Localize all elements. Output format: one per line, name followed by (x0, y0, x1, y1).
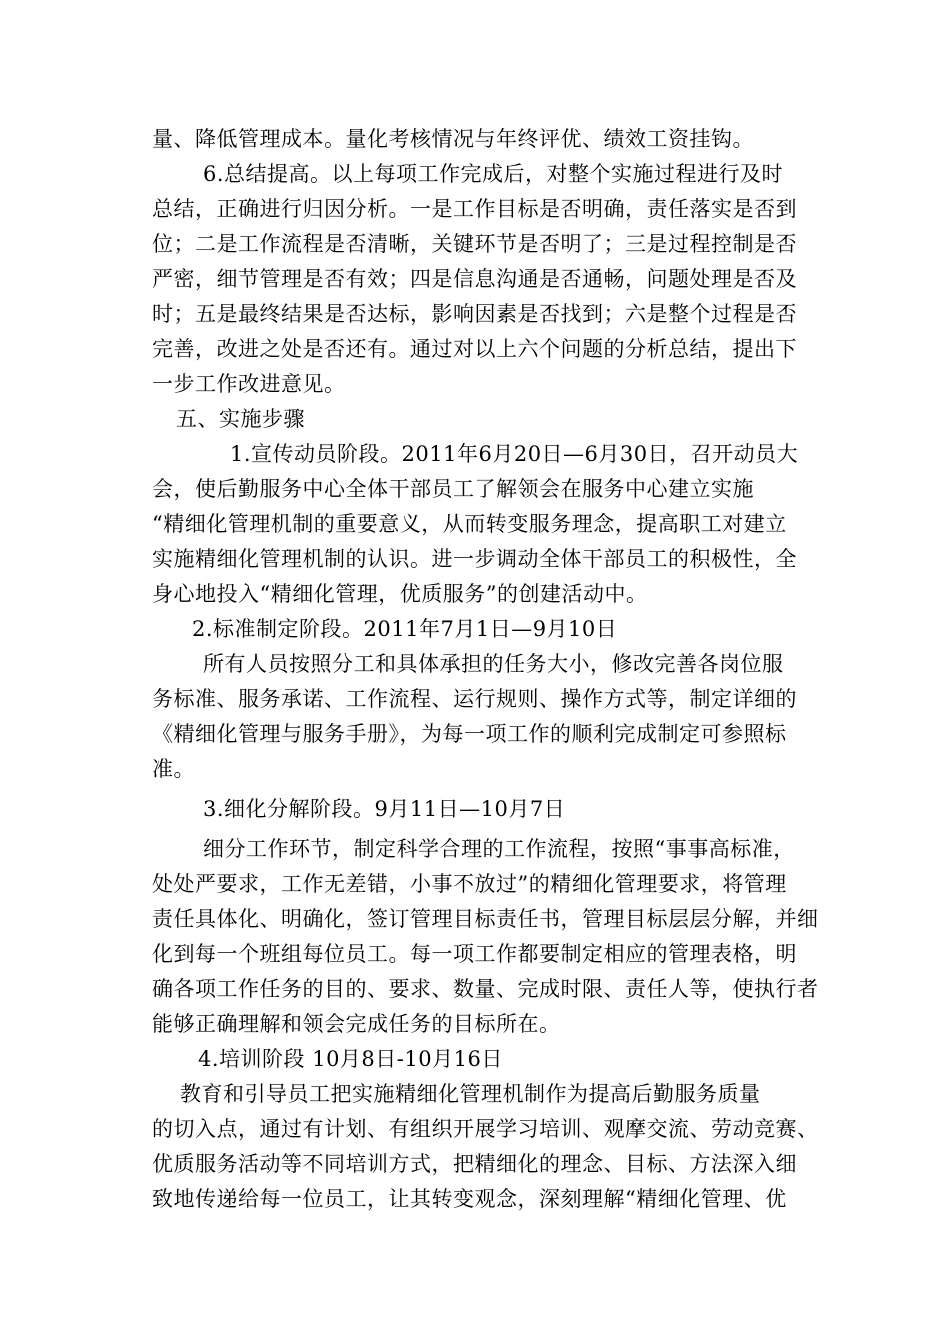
text-line: 严密，细节管理是否有效；四是信息沟通是否通畅，问题处理是否及 (152, 267, 797, 291)
text-line: 时；五是最终结果是否达标，影响因素是否找到；六是整个过程是否 (152, 302, 797, 326)
text-line: 完善，改进之处是否还有。通过对以上六个问题的分析总结，提出下 (152, 337, 797, 361)
text-line: 务标准、服务承诺、工作流程、运行规则、操作方式等，制定详细的 (152, 687, 797, 711)
text-line: “精细化管理机制的重要意义，从而转变服务理念，提高职工对建立 (152, 512, 787, 536)
text-line: 实施精细化管理机制的认识。进一步调动全体干部员工的积极性，全 (152, 547, 797, 571)
text-line: 致地传递给每一位员工，让其转变观念，深刻理解“精细化管理、优 (152, 1187, 787, 1211)
text-line: 《精细化管理与服务手册》，为每一项工作的顺利完成制定可参照标 (152, 722, 787, 746)
text-line: 总结，正确进行归因分析。一是工作目标是否明确，责任落实是否到 (152, 197, 797, 221)
text-line: 教育和引导员工把实施精细化管理机制作为提高后勤服务质量 (180, 1082, 761, 1106)
subsection-heading: 2.标准制定阶段。2011年7月1日—9月10日 (192, 617, 618, 641)
subsection-heading: 3.细化分解阶段。9月11日—10月7日 (203, 797, 566, 821)
text-line: 会，使后勤服务中心全体干部员工了解领会在服务中心建立实施 (152, 477, 754, 501)
text-line: 一步工作改进意见。 (152, 372, 346, 396)
text-line: 细分工作环节，制定科学合理的工作流程，按照“事事高标准， (203, 837, 795, 861)
text-line: 优质服务活动等不同培训方式，把精细化的理念、目标、方法深入细 (152, 1152, 797, 1176)
text-line: 确各项工作任务的目的、要求、数量、完成时限、责任人等，使执行者 (152, 977, 819, 1001)
section-heading: 五、实施步骤 (176, 407, 305, 431)
text-line: 的切入点，通过有计划、有组织开展学习培训、观摩交流、劳动竞赛、 (152, 1117, 819, 1141)
text-line: 准。 (152, 757, 195, 781)
text-line: 处处严要求，工作无差错，小事不放过”的精细化管理要求，将管理 (152, 872, 787, 896)
text-line: 6.总结提高。以上每项工作完成后，对整个实施过程进行及时 (203, 162, 784, 186)
subsection-heading: 4.培训阶段 10月8日-10月16日 (198, 1047, 503, 1071)
text-line: 化到每一个班组每位员工。每一项工作都要制定相应的管理表格，明 (152, 942, 797, 966)
text-line: 1.宣传动员阶段。2011年6月20日—6月30日，召开动员大 (230, 442, 799, 466)
text-line: 位；二是工作流程是否清晰，关键环节是否明了；三是过程控制是否 (152, 232, 797, 256)
text-line: 责任具体化、明确化，签订管理目标责任书，管理目标层层分解，并细 (152, 907, 819, 931)
text-line: 所有人员按照分工和具体承担的任务大小，修改完善各岗位服 (203, 652, 784, 676)
text-line: 量、降低管理成本。量化考核情况与年终评优、绩效工资挂钩。 (152, 127, 754, 151)
text-line: 能够正确理解和领会完成任务的目标所在。 (152, 1012, 561, 1036)
text-line: 身心地投入“精细化管理，优质服务”的创建活动中。 (152, 582, 648, 606)
